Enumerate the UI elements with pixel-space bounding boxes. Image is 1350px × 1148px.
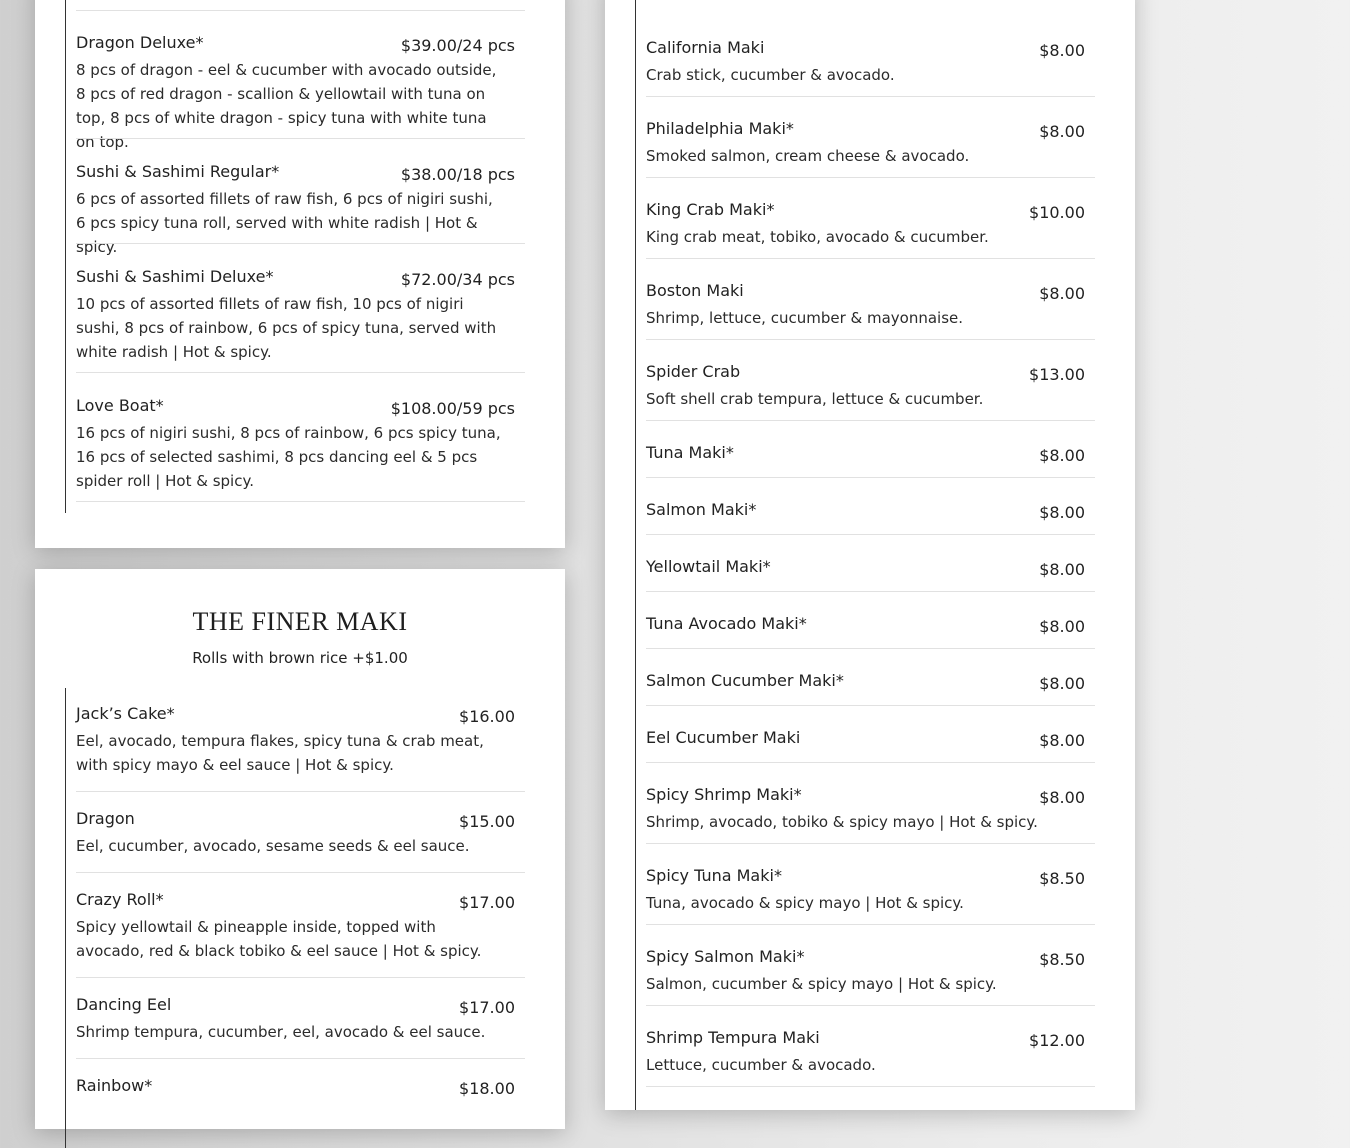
item-price: $8.00 [1039,446,1085,465]
item-price: $8.00 [1039,788,1085,807]
divider [76,1058,525,1059]
divider [646,705,1095,706]
item-price: $72.00/34 pcs [400,270,515,289]
item-price: $38.00/18 pcs [400,165,515,184]
menu-item-crazy-roll [76,890,556,978]
item-name: Dragon [76,809,135,828]
item-name: Salmon Maki* [646,500,757,519]
divider [646,258,1095,259]
divider [646,924,1095,925]
menu-item-california-maki [646,38,1126,97]
item-price: $39.00/24 pcs [400,36,515,55]
item-name: Tuna Avocado Maki* [646,614,807,633]
item-name: Boston Maki [646,281,744,300]
menu-item-salmon-cucumber-maki [646,671,1126,706]
item-price: $10.00 [1029,203,1085,222]
item-name: Spicy Salmon Maki* [646,947,805,966]
finer-maki-card [35,569,565,1129]
item-name: Salmon Cucumber Maki* [646,671,844,690]
item-name: Spicy Tuna Maki* [646,866,782,885]
menu-item-dragon-deluxe [76,33,556,151]
menu-item-boston-maki [646,281,1126,340]
menu-item-philadelphia-maki [646,119,1126,178]
item-name: Tuna Maki* [646,443,734,462]
menu-item-shrimp-tempura-maki [646,1028,1126,1087]
item-price: $8.00 [1039,41,1085,60]
item-price: $12.00 [1029,1031,1085,1050]
item-name: Eel Cucumber Maki [646,728,801,747]
item-price: $8.00 [1039,122,1085,141]
item-name: Crazy Roll* [76,890,164,909]
item-description: Tuna, avocado & spicy mayo | Hot & spicy. [646,894,964,912]
item-name: Philadelphia Maki* [646,119,794,138]
item-description: Soft shell crab tempura, lettuce & cucumber. [646,390,984,408]
item-name: Sushi & Sashimi Regular* [76,162,280,181]
item-name: Spicy Shrimp Maki* [646,785,802,804]
divider [76,791,525,792]
item-description: Shrimp tempura, cucumber, eel, avocado & eel sauce. [76,1023,486,1041]
finer-maki-list [65,688,556,1148]
divider [646,96,1095,97]
item-description: Eel, avocado, tempura flakes, spicy tuna & crab meat, with spicy mayo & eel sauce | Hot & spicy. [76,732,484,774]
item-price: $13.00 [1029,365,1085,384]
item-price: $18.00 [459,1079,515,1098]
item-name: Jack’s Cake* [76,704,175,723]
item-price: $8.00 [1039,617,1085,636]
menu-item-dragon [76,809,556,873]
item-name: Rainbow* [76,1076,153,1095]
menu-item-spicy-salmon-maki [646,947,1126,1006]
divider [76,138,525,139]
section-title: THE FINER MAKI [192,607,408,636]
item-description: Shrimp, avocado, tobiko & spicy mayo | Hot & spicy. [646,813,1038,831]
divider [76,977,525,978]
item-price: $8.00 [1039,503,1085,522]
item-price: $108.00/59 pcs [390,399,515,418]
item-description: Crab stick, cucumber & avocado. [646,66,895,84]
item-price: $8.00 [1039,284,1085,303]
item-name: Love Boat* [76,396,164,415]
menu-item-sushi-sashimi-deluxe [76,267,556,373]
divider [646,477,1095,478]
divider [646,843,1095,844]
specials-list [65,0,556,513]
divider [646,177,1095,178]
item-description: Smoked salmon, cream cheese & avocado. [646,147,970,165]
divider [646,648,1095,649]
item-price: $8.00 [1039,731,1085,750]
menu-item-dancing-eel [76,995,556,1059]
menu-item-salmon-maki [646,500,1126,535]
menu-item-spicy-tuna-maki [646,866,1126,925]
menu-item-love-boat [76,396,556,502]
menu-item-spicy-shrimp-maki [646,785,1126,844]
menu-item-tuna-maki [646,443,1126,478]
divider [646,420,1095,421]
menu-item-spider-crab [646,362,1126,421]
divider [76,372,525,373]
item-price: $8.50 [1039,869,1085,888]
item-name: King Crab Maki* [646,200,775,219]
specials-card [35,0,565,548]
menu-item-jacks-cake [76,704,556,792]
menu-item-sushi-sashimi-regular [76,162,556,256]
item-price: $17.00 [459,893,515,912]
section-subtitle: Rolls with brown rice +$1.00 [192,649,408,667]
divider [646,339,1095,340]
divider [76,872,525,873]
divider [646,762,1095,763]
menu-item-eel-cucumber-maki [646,728,1126,763]
divider [646,1005,1095,1006]
item-name: California Maki [646,38,765,57]
item-price: $16.00 [459,707,515,726]
maki-list [635,0,1126,1110]
item-description: 10 pcs of assorted fillets of raw fish, 10 pcs of nigiri sushi, 8 pcs of rainbow, 6 pcs of spicy tuna, served with white radish | Hot & spicy. [76,295,497,361]
menu-item-tuna-avocado-maki [646,614,1126,649]
divider [76,243,525,244]
item-description: Salmon, cucumber & spicy mayo | Hot & spicy. [646,975,997,993]
item-description: Lettuce, cucumber & avocado. [646,1056,876,1074]
item-name: Spider Crab [646,362,741,381]
item-name: Dragon Deluxe* [76,33,204,52]
item-name: Sushi & Sashimi Deluxe* [76,267,274,286]
item-description: King crab meat, tobiko, avocado & cucumber. [646,228,989,246]
item-description: 6 pcs of assorted fillets of raw fish, 6 pcs of nigiri sushi, 6 pcs spicy tuna roll, served with white radish | Hot & spicy. [76,190,493,256]
divider [76,501,525,502]
item-price: $17.00 [459,998,515,1017]
item-price: $15.00 [459,812,515,831]
item-price: $8.00 [1039,560,1085,579]
item-description: Shrimp, lettuce, cucumber & mayonnaise. [646,309,964,327]
item-name: Dancing Eel [76,995,172,1014]
item-description: Eel, cucumber, avocado, sesame seeds & eel sauce. [76,837,470,855]
item-description: 8 pcs of dragon - eel & cucumber with avocado outside, 8 pcs of red dragon - scallion & yellowtail with tuna on top, 8 pcs of white dragon - spicy tuna with white tuna on top. [76,61,497,151]
menu-item-rainbow [76,1076,556,1140]
item-price: $8.50 [1039,950,1085,969]
menu-item-yellowtail-maki [646,557,1126,592]
maki-card [605,0,1135,1110]
item-description: Spicy yellowtail & pineapple inside, topped with avocado, red & black tobiko & eel sauce | Hot & spicy. [76,918,482,960]
item-name: Shrimp Tempura Maki [646,1028,820,1047]
item-name: Yellowtail Maki* [646,557,771,576]
divider [646,534,1095,535]
item-price: $8.00 [1039,674,1085,693]
menu-item-king-crab-maki [646,200,1126,259]
divider [646,591,1095,592]
divider [646,1086,1095,1087]
item-description: 16 pcs of nigiri sushi, 8 pcs of rainbow, 6 pcs spicy tuna, 16 pcs of selected sashimi, 8 pcs dancing eel & 5 pcs spider roll | Hot & spicy. [76,424,501,490]
